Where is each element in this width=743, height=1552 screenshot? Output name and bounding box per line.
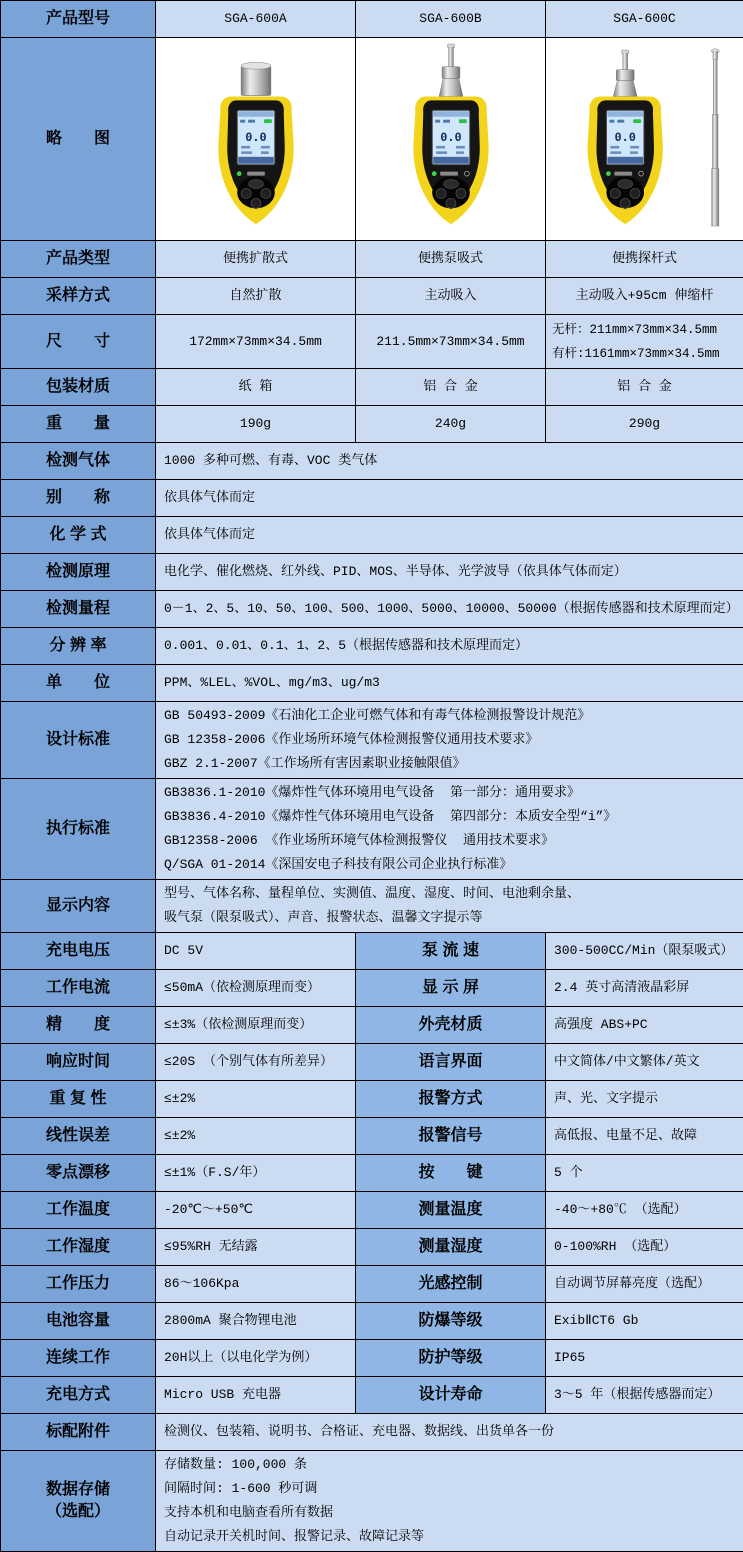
spec-value-resolution: [156, 628, 743, 665]
spec-label-detected-gases: [1, 443, 156, 480]
spec-value-execution-standards-text: Q/SGA 01-2014《深国安电子科技有限公司企业执行标准》: [164, 853, 735, 877]
spec-label-working-humidity-text: 工作湿度: [1, 1236, 155, 1258]
spec-value-sampling-method-sga-600b: [356, 278, 546, 315]
sketch-section: [1, 38, 743, 241]
spec-value-data-storage-text: 间隔时间: 1-600 秒可调: [164, 1477, 735, 1501]
spec-value-data-storage-text: 自动记录开关机时间、报警记录、故障记录等: [164, 1525, 735, 1549]
repeatability-row: [1, 1081, 743, 1118]
spec-value-working-current: [156, 970, 356, 1007]
spec-value-packaging-material-sga-600b: [356, 369, 546, 406]
spec-label-display-screen-text: 显 示 屏: [356, 977, 545, 999]
spec-value-measuring-temperature-text: -40～+80℃ （选配）: [554, 1198, 735, 1222]
spec-label-detection-range-text: 检测量程: [1, 598, 155, 620]
model-name-sga-600b-text: SGA-600B: [358, 7, 543, 31]
dimensions-row: [1, 315, 743, 369]
linearity-error-row: [1, 1118, 743, 1155]
spec-value-standard-accessories-text: 检测仪、包装箱、说明书、合格证、充电器、数据线、出货单各一份: [164, 1420, 735, 1444]
battery-icon: [633, 119, 641, 123]
battery-icon: [263, 119, 271, 123]
probe-tube: [448, 47, 453, 67]
spec-label-sampling-method: [1, 278, 156, 315]
spec-value-weight-sga-600b-text: 240g: [358, 412, 543, 436]
model-name-sga-600c: [546, 1, 743, 38]
spec-value-language-interface-text: 中文简体/中文繁体/英文: [554, 1050, 735, 1074]
spec-label-standard-accessories: [1, 1414, 156, 1451]
spec-label-design-life: [356, 1377, 546, 1414]
spec-label-measuring-temperature: [356, 1192, 546, 1229]
spec-label-protection-rating: [356, 1340, 546, 1377]
spec-label-weight-text: 重 量: [1, 413, 155, 435]
spec-label-weight: [1, 406, 156, 443]
spec-value-alarm-mode-text: 声、光、文字提示: [554, 1087, 735, 1111]
spec-value-dimensions-sga-600c: [546, 315, 743, 369]
spec-value-working-pressure: [156, 1266, 356, 1303]
spec-label-linearity-error-text: 线性误差: [1, 1125, 155, 1147]
spec-value-sampling-method-sga-600c-text: 主动吸入+95cm 伸缩杆: [548, 284, 741, 308]
spec-value-execution-standards-text: GB3836.4-2010《爆炸性气体环境用电气设备 第四部分：本质安全型“i”》: [164, 805, 735, 829]
spec-value-units-text: PPM、%LEL、%VOL、mg/m3、ug/m3: [164, 671, 735, 695]
spec-label-packaging-material: [1, 369, 156, 406]
header-row: [1, 1, 743, 38]
spec-value-dimensions-sga-600a-text: 172mm×73mm×34.5mm: [158, 330, 353, 354]
spec-label-continuous-operation: [1, 1340, 156, 1377]
display-contents-row: [1, 880, 743, 933]
brand-mark: [614, 172, 632, 176]
status-led: [606, 171, 611, 176]
spec-value-working-pressure-text: 86～106Kpa: [164, 1272, 347, 1296]
spec-value-data-storage-text: 存储数量: 100,000 条: [164, 1453, 735, 1477]
spec-label-detection-range: [1, 591, 156, 628]
units-row: [1, 665, 743, 702]
spec-label-resolution-text: 分 辨 率: [1, 635, 155, 657]
spec-rows-section: [1, 241, 743, 1552]
working-humidity-row: [1, 1229, 743, 1266]
spec-value-dimensions-sga-600a: [156, 315, 356, 369]
spec-label-detection-principle-text: 检测原理: [1, 561, 155, 583]
spec-label-design-life-text: 设计寿命: [356, 1384, 545, 1406]
spec-value-working-humidity: [156, 1229, 356, 1266]
spec-label-charging-method-text: 充电方式: [1, 1384, 155, 1406]
packaging-material-row: [1, 369, 743, 406]
spec-value-packaging-material-sga-600b-text: 铝 合 金: [358, 375, 543, 399]
spec-label-display-screen: [356, 970, 546, 1007]
spec-label-packaging-material-text: 包装材质: [1, 376, 155, 398]
screen-reading: 0.0: [614, 130, 635, 144]
spec-value-detection-principle: [156, 554, 743, 591]
spec-value-detection-range-text: 0－1、2、5、10、50、100、500、1000、5000、10000、50000（根据传感器和技术原理而定）: [164, 597, 735, 621]
spec-label-chemical-formula: [1, 517, 156, 554]
spec-value-design-standards-text: GBZ 2.1-2007《工作场所有害因素职业接触限值》: [164, 752, 735, 776]
spec-label-accuracy-text: 精 度: [1, 1014, 155, 1036]
spec-label-alias-text: 别 称: [1, 487, 155, 509]
probe-cone: [613, 81, 637, 97]
product-image-sga-600c: [546, 38, 743, 241]
spec-label-dimensions-text: 尺 寸: [1, 331, 155, 353]
spec-value-display-screen: [546, 970, 743, 1007]
brand-mark: [247, 172, 265, 176]
spec-value-battery-capacity: [156, 1303, 356, 1340]
spec-value-detection-principle-text: 电化学、催化燃烧、红外线、PID、MOS、半导体、光学波导（依具体气体而定）: [164, 560, 735, 584]
spec-label-zero-drift-text: 零点漂移: [1, 1162, 155, 1184]
screen-reading: 0.0: [440, 130, 461, 144]
spec-value-repeatability: [156, 1081, 356, 1118]
sensor-cap: [241, 66, 271, 96]
probe-cone: [439, 79, 463, 97]
spec-label-charging-voltage: [1, 933, 156, 970]
brand-mark: [440, 172, 458, 176]
spec-label-repeatability: [1, 1081, 156, 1118]
spec-label-light-sensing-control-text: 光感控制: [356, 1273, 545, 1295]
spec-value-display-contents-text: 型号、气体名称、量程单位、实测值、温度、湿度、时间、电池剩余量、: [164, 882, 735, 906]
spec-value-repeatability-text: ≤±2%: [164, 1087, 347, 1111]
spec-label-language-interface: [356, 1044, 546, 1081]
spec-label-data-storage-text: 数据存储: [1, 1479, 155, 1501]
charging-voltage-row: [1, 933, 743, 970]
spec-value-battery-capacity-text: 2800mA 聚合物锂电池: [164, 1309, 347, 1333]
spec-value-measuring-humidity-text: 0-100%RH （选配）: [554, 1235, 735, 1259]
spec-value-design-standards: [156, 702, 743, 779]
spec-label-light-sensing-control: [356, 1266, 546, 1303]
probe-detector-illustration: [551, 42, 739, 236]
response-time-row: [1, 1044, 743, 1081]
spec-value-charging-voltage-text: DC 5V: [164, 939, 347, 963]
spec-value-working-humidity-text: ≤95%RH 无结露: [164, 1235, 347, 1259]
spec-label-working-pressure: [1, 1266, 156, 1303]
spec-value-shell-material: [546, 1007, 743, 1044]
spec-label-alarm-signal: [356, 1118, 546, 1155]
spec-label-working-current: [1, 970, 156, 1007]
zero-drift-row: [1, 1155, 743, 1192]
spec-value-dimensions-sga-600c-text: 有杆:1161mm×73mm×34.5mm: [552, 342, 737, 366]
spec-label-data-storage: [1, 1451, 156, 1552]
spec-label-product-type-text: 产品类型: [1, 248, 155, 270]
spec-label-chemical-formula-text: 化 学 式: [1, 524, 155, 546]
spec-value-chemical-formula-text: 依具体气体而定: [164, 523, 735, 547]
spec-value-protection-rating: [546, 1340, 743, 1377]
spec-label-working-current-text: 工作电流: [1, 977, 155, 999]
spec-value-accuracy: [156, 1007, 356, 1044]
weight-row: [1, 406, 743, 443]
spec-label-alarm-signal-text: 报警信号: [356, 1125, 545, 1147]
spec-value-display-contents: [156, 880, 743, 933]
spec-label-working-pressure-text: 工作压力: [1, 1273, 155, 1295]
spec-label-execution-standards-text: 执行标准: [1, 818, 155, 840]
spec-value-product-type-sga-600a: [156, 241, 356, 278]
spec-value-data-storage: [156, 1451, 743, 1552]
spec-value-accuracy-text: ≤±3%（依检测原理而变）: [164, 1013, 347, 1037]
spec-value-dimensions-sga-600b-text: 211.5mm×73mm×34.5mm: [358, 330, 543, 354]
spec-label-dimensions: [1, 315, 156, 369]
pump-detector-illustration: [376, 42, 526, 236]
spec-label-response-time: [1, 1044, 156, 1081]
spec-value-explosion-proof-rating-text: ExibⅡCT6 Gb: [554, 1309, 735, 1333]
spec-value-product-type-sga-600b-text: 便携泵吸式: [358, 247, 543, 271]
spec-value-linearity-error: [156, 1118, 356, 1155]
spec-label-response-time-text: 响应时间: [1, 1051, 155, 1073]
working-temperature-row: [1, 1192, 743, 1229]
screen-reading: 0.0: [245, 130, 266, 144]
spec-label-zero-drift: [1, 1155, 156, 1192]
spec-value-buttons: [546, 1155, 743, 1192]
charging-method-row: [1, 1377, 743, 1414]
spec-label-product-type: [1, 241, 156, 278]
detected-gases-row: [1, 443, 743, 480]
spec-label-working-humidity: [1, 1229, 156, 1266]
sketch-row: [1, 38, 743, 241]
spec-label-buttons-text: 按 键: [356, 1162, 545, 1184]
spec-label-data-storage-text: （选配）: [1, 1501, 155, 1523]
spec-label-display-contents: [1, 880, 156, 933]
spec-label-working-temperature: [1, 1192, 156, 1229]
header-section: [1, 1, 743, 38]
spec-value-continuous-operation-text: 20H以上（以电化学为例）: [164, 1346, 347, 1370]
spec-value-design-life-text: 3～5 年（根据传感器而定）: [554, 1383, 735, 1407]
status-led: [236, 171, 241, 176]
spec-value-weight-sga-600c: [546, 406, 743, 443]
spec-value-detection-range: [156, 591, 743, 628]
spec-value-response-time: [156, 1044, 356, 1081]
spec-value-weight-sga-600c-text: 290g: [548, 412, 741, 436]
spec-value-dimensions-sga-600b: [356, 315, 546, 369]
spec-value-alias: [156, 480, 743, 517]
spec-label-charging-method: [1, 1377, 156, 1414]
spec-label-pump-flow-rate: [356, 933, 546, 970]
spec-label-resolution: [1, 628, 156, 665]
spec-value-light-sensing-control: [546, 1266, 743, 1303]
resolution-row: [1, 628, 743, 665]
battery-capacity-row: [1, 1303, 743, 1340]
spec-label-repeatability-text: 重 复 性: [1, 1088, 155, 1110]
status-led: [431, 171, 436, 176]
execution-standards-row: [1, 779, 743, 880]
spec-value-sampling-method-sga-600a-text: 自然扩散: [158, 284, 353, 308]
spec-value-language-interface: [546, 1044, 743, 1081]
spec-value-protection-rating-text: IP65: [554, 1346, 735, 1370]
spec-label-alarm-mode-text: 报警方式: [356, 1088, 545, 1110]
spec-label-units-text: 单 位: [1, 672, 155, 694]
spec-value-product-type-sga-600c-text: 便携探杆式: [548, 247, 741, 271]
product-type-row: [1, 241, 743, 278]
product-image-sga-600b: [356, 38, 546, 241]
spec-value-alias-text: 依具体气体而定: [164, 486, 735, 510]
spec-label-standard-accessories-text: 标配附件: [1, 1421, 155, 1443]
spec-label-detection-principle: [1, 554, 156, 591]
spec-value-continuous-operation: [156, 1340, 356, 1377]
detection-range-row: [1, 591, 743, 628]
spec-value-detected-gases-text: 1000 多种可燃、有毒、VOC 类气体: [164, 449, 735, 473]
spec-label-battery-capacity-text: 电池容量: [1, 1310, 155, 1332]
spec-label-alarm-mode: [356, 1081, 546, 1118]
spec-value-resolution-text: 0.001、0.01、0.1、1、2、5（根据传感器和技术原理而定）: [164, 634, 735, 658]
spec-value-sampling-method-sga-600b-text: 主动吸入: [358, 284, 543, 308]
spec-value-units: [156, 665, 743, 702]
spec-value-design-standards-text: GB 12358-2006《作业场所环境气体检测报警仪通用技术要求》: [164, 728, 735, 752]
spec-value-dimensions-sga-600c-text: 无杆：211mm×73mm×34.5mm: [552, 318, 737, 342]
standard-accessories-row: [1, 1414, 743, 1451]
spec-label-buttons: [356, 1155, 546, 1192]
alias-row: [1, 480, 743, 517]
model-name-sga-600a-text: SGA-600A: [158, 7, 353, 31]
spec-value-weight-sga-600a-text: 190g: [158, 412, 353, 436]
spec-value-alarm-mode: [546, 1081, 743, 1118]
spec-value-execution-standards: [156, 779, 743, 880]
detection-principle-row: [1, 554, 743, 591]
spec-value-shell-material-text: 高强度 ABS+PC: [554, 1013, 735, 1037]
spec-value-zero-drift: [156, 1155, 356, 1192]
spec-value-product-type-sga-600b: [356, 241, 546, 278]
model-name-sga-600a: [156, 1, 356, 38]
continuous-operation-row: [1, 1340, 743, 1377]
spec-label-protection-rating-text: 防护等级: [356, 1347, 545, 1369]
spec-value-working-temperature-text: -20℃～+50℃: [164, 1198, 347, 1222]
spec-label-explosion-proof-rating-text: 防爆等级: [356, 1310, 545, 1332]
spec-label-product-model: [1, 1, 156, 38]
spec-value-weight-sga-600a: [156, 406, 356, 443]
spec-label-charging-voltage-text: 充电电压: [1, 940, 155, 962]
spec-value-charging-method-text: Micro USB 充电器: [164, 1383, 347, 1407]
spec-label-product-model-text: 产品型号: [1, 8, 155, 30]
spec-label-execution-standards: [1, 779, 156, 880]
spec-value-working-temperature: [156, 1192, 356, 1229]
design-standards-row: [1, 702, 743, 779]
spec-value-measuring-humidity: [546, 1229, 743, 1266]
spec-label-units: [1, 665, 156, 702]
spec-value-working-current-text: ≤50mA（依检测原理而变）: [164, 976, 347, 1000]
spec-label-linearity-error: [1, 1118, 156, 1155]
spec-value-packaging-material-sga-600c-text: 铝 合 金: [548, 375, 741, 399]
spec-label-working-temperature-text: 工作温度: [1, 1199, 155, 1221]
battery-icon: [458, 119, 466, 123]
spec-label-measuring-humidity: [356, 1229, 546, 1266]
spec-value-design-standards-text: GB 50493-2009《石油化工企业可燃气体和有毒气体检测报警设计规范》: [164, 704, 735, 728]
spec-value-standard-accessories: [156, 1414, 743, 1451]
spec-label-battery-capacity: [1, 1303, 156, 1340]
spec-label-measuring-humidity-text: 测量湿度: [356, 1236, 545, 1258]
spec-label-detected-gases-text: 检测气体: [1, 450, 155, 472]
spec-value-charging-voltage: [156, 933, 356, 970]
spec-value-light-sensing-control-text: 自动调节屏幕亮度（选配）: [554, 1272, 735, 1296]
spec-value-packaging-material-sga-600a-text: 纸 箱: [158, 375, 353, 399]
spec-label-explosion-proof-rating: [356, 1303, 546, 1340]
spec-label-language-interface-text: 语言界面: [356, 1051, 545, 1073]
spec-value-product-type-sga-600c: [546, 241, 743, 278]
spec-value-alarm-signal: [546, 1118, 743, 1155]
spec-label-design-standards: [1, 702, 156, 779]
model-name-sga-600b: [356, 1, 546, 38]
spec-value-zero-drift-text: ≤±1%（F.S/年）: [164, 1161, 347, 1185]
spec-value-execution-standards-text: GB12358-2006 《作业场所环境气体检测报警仪 通用技术要求》: [164, 829, 735, 853]
spec-value-charging-method: [156, 1377, 356, 1414]
spec-value-chemical-formula: [156, 517, 743, 554]
spec-value-pump-flow-rate: [546, 933, 743, 970]
spec-label-pump-flow-rate-text: 泵 流 速: [356, 940, 545, 962]
spec-label-measuring-temperature-text: 测量温度: [356, 1199, 545, 1221]
spec-value-sampling-method-sga-600a: [156, 278, 356, 315]
spec-value-alarm-signal-text: 高低报、电量不足、故障: [554, 1124, 735, 1148]
spec-value-design-life: [546, 1377, 743, 1414]
spec-value-display-screen-text: 2.4 英寸高清液晶彩屏: [554, 976, 735, 1000]
spec-value-execution-standards-text: GB3836.1-2010《爆炸性气体环境用电气设备 第一部分：通用要求》: [164, 781, 735, 805]
spec-value-explosion-proof-rating: [546, 1303, 743, 1340]
spec-label-design-standards-text: 设计标准: [1, 729, 155, 751]
product-image-sga-600a: [156, 38, 356, 241]
spec-value-sampling-method-sga-600c: [546, 278, 743, 315]
spec-value-linearity-error-text: ≤±2%: [164, 1124, 347, 1148]
spec-value-data-storage-text: 支持本机和电脑查看所有数据: [164, 1501, 735, 1525]
spec-value-response-time-text: ≤20S （个别气体有所差异）: [164, 1050, 347, 1074]
probe-tube: [622, 53, 627, 70]
spec-value-pump-flow-rate-text: 300-500CC/Min（限泵吸式）: [554, 939, 735, 963]
spec-value-packaging-material-sga-600a: [156, 369, 356, 406]
accuracy-row: [1, 1007, 743, 1044]
spec-value-buttons-text: 5 个: [554, 1161, 735, 1185]
model-name-sga-600c-text: SGA-600C: [548, 7, 741, 31]
spec-label-shell-material: [356, 1007, 546, 1044]
spec-value-product-type-sga-600a-text: 便携扩散式: [158, 247, 353, 271]
spec-label-accuracy: [1, 1007, 156, 1044]
spec-label-alias: [1, 480, 156, 517]
working-current-row: [1, 970, 743, 1007]
data-storage-row: [1, 1451, 743, 1552]
spec-label-sketch: [1, 38, 156, 241]
chemical-formula-row: [1, 517, 743, 554]
sketch-label-text: 略 图: [1, 128, 155, 150]
working-pressure-row: [1, 1266, 743, 1303]
spec-label-display-contents-text: 显示内容: [1, 895, 155, 917]
spec-value-detected-gases: [156, 443, 743, 480]
spec-value-display-contents-text: 吸气泵（限泵吸式）、声音、报警状态、温馨文字提示等: [164, 906, 735, 930]
spec-label-shell-material-text: 外壳材质: [356, 1014, 545, 1036]
spec-label-sampling-method-text: 采样方式: [1, 285, 155, 307]
spec-value-weight-sga-600b: [356, 406, 546, 443]
diffusion-detector-illustration: [181, 42, 331, 236]
spec-value-measuring-temperature: [546, 1192, 743, 1229]
sampling-method-row: [1, 278, 743, 315]
telescopic-rod: [711, 49, 719, 226]
spec-value-packaging-material-sga-600c: [546, 369, 743, 406]
spec-label-continuous-operation-text: 连续工作: [1, 1347, 155, 1369]
